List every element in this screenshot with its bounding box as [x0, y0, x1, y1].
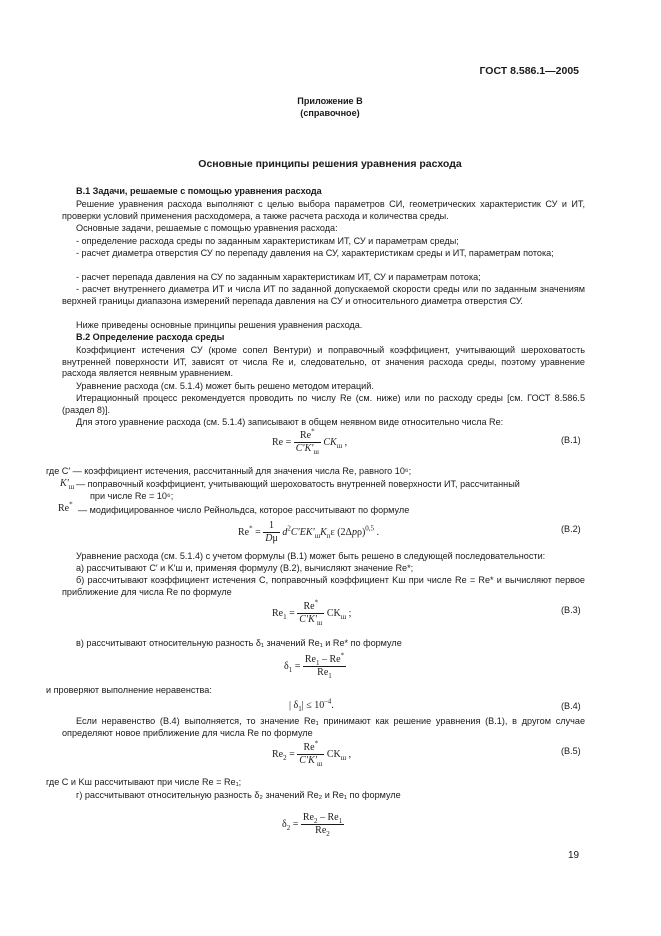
- equation-delta1: $\delta_1$ = $\frac{Re_1 - Re^*}{Re_1}$: [284, 651, 345, 680]
- list-item: - определение расхода среды по заданным характеристикам ИТ, СУ и параметрам среды;: [76, 236, 459, 246]
- list-item: - расчет диаметра отверстия СУ по перепаду давления на СУ, характеристикам среды и ИТ, параметрам потока;: [76, 248, 554, 258]
- page-number: 19: [568, 850, 580, 861]
- equation-number: (В.5): [561, 746, 581, 756]
- step-g: г) рассчитывают относительную разность δ₂ значений Re₂ и Re₁ по формуле: [76, 790, 401, 800]
- section-b2-paragraph-4: Для этого уравнение расхода (см. 5.1.4) записывают в общем неявном виде относительно числа Re:: [76, 417, 504, 427]
- equation-number: (В.2): [561, 524, 581, 534]
- doc-code-header: ГОСТ 8.586.1—2005: [479, 65, 579, 77]
- equation-number: (В.4): [561, 701, 581, 711]
- definition-k-prime: — поправочный коэффициент, учитывающий шероховатость внутренней поверхности ИТ, рассчитанный: [76, 479, 520, 489]
- section-b2-paragraph-3: Итерационный процесс рекомендуется проводить по числу Re (см. ниже) или по расходу среды [см. ГОСТ 8.586.5 (раздел 8)].: [62, 393, 585, 415]
- section-b1-paragraph-1: Решение уравнения расхода выполняют с целью выбора параметров СИ, геометрических характеристик СУ и ИТ, проверки условий применения расходомера, а также расчета расхода и количества среды.: [62, 199, 585, 221]
- equation-b4: | $\delta_1| \le 10^{-4}$.: [289, 697, 334, 713]
- equation-b5: $Re_2$ = $\frac{Re^*}{C'K'_ш}$ $CK_ш$ ,: [272, 739, 352, 768]
- main-title: Основные принципы решения уравнения расхода: [198, 158, 462, 170]
- definition-re-star: — модифицированное число Рейнольдса, которое рассчитывают по формуле: [78, 505, 410, 515]
- symbol-k-prime: $K'_ш$: [60, 478, 75, 491]
- step-a: а) рассчитывают C′ и K′ш и, применяя формулу (В.2), вычисляют значение Re*;: [76, 563, 414, 573]
- section-b1-paragraph-3: Ниже приведены основные принципы решения уравнения расхода.: [76, 320, 363, 330]
- equation-number: (В.1): [561, 435, 581, 445]
- step-b: б) рассчитывают коэффициент истечения С, поправочный коэффициент Kш при числе Re = Re* и вычисляют первое приближение для числа Re по формуле: [62, 575, 585, 597]
- section-b1-heading: В.1 Задачи, решаемые с помощью уравнения расхода: [76, 186, 322, 196]
- condition-paragraph: Если неравенство (В.4) выполняется, то значение Re₁ принимают как решение уравнения (В.1), в другом случае определяют новое приближение для числа Re по формуле: [62, 716, 585, 738]
- symbol-re-star: Re*: [58, 500, 73, 514]
- equation-delta2: $\delta_2$ = $\frac{Re_2 - Re_1}{Re_2}$: [282, 812, 343, 838]
- section-b1-paragraph-2: Основные задачи, решаемые с помощью уравнения расхода:: [76, 223, 338, 233]
- definition-k-prime-cont: при числе Re = 10⁶;: [90, 491, 174, 501]
- appendix-subtitle: (справочное): [300, 108, 360, 118]
- section-b2-heading: В.2 Определение расхода среды: [76, 332, 225, 342]
- list-item: - расчет перепада давления на СУ по заданным характеристикам ИТ, СУ и параметрам потока;: [76, 272, 481, 282]
- equation-b3: $Re_1$ = $\frac{Re^*}{C'K'_ш}$ $CK_ш$ ;: [272, 598, 352, 627]
- equation-b2: Re* = $\frac{1}{D\mu}$ $d^2C'EK'_шK_п\varepsilon$ $(2\Delta p\rho)^{0,5}$ .: [238, 520, 380, 544]
- definition-c-prime: где C′ — коэффициент истечения, рассчитанный для значения числа Re, равного 10⁶;: [46, 466, 412, 476]
- appendix-title: Приложение В: [297, 96, 363, 106]
- equation-number: (В.3): [561, 605, 581, 615]
- list-item: - расчет внутреннего диаметра ИТ и числа ИТ по заданной допускаемой скорости среды или по заданным значениям верхней границы диапазона измерений перепада давления на СУ и относительного диаметра отверстия СУ.: [62, 284, 585, 306]
- check-inequality-text: и проверяют выполнение неравенства:: [46, 685, 212, 695]
- section-b2-paragraph-5: Уравнение расхода (см. 5.1.4) с учетом формулы (В.1) может быть решено в следующей последовательности:: [76, 551, 546, 561]
- equation-b1: Re = $\frac{Re^*}{C'K'_ш}$ $CK_ш$ ,: [272, 427, 348, 456]
- section-b2-paragraph-2: Уравнение расхода (см. 5.1.4) может быть решено методом итераций.: [76, 381, 374, 391]
- step-v: в) рассчитывают относительную разность δ₁ значений Re₁ и Re* по формуле: [76, 638, 402, 648]
- definition-c-k: где С и Kш рассчитывают при числе Re = Re₁;: [46, 777, 242, 787]
- section-b2-paragraph-1: Коэффициент истечения СУ (кроме сопел Вентури) и поправочный коэффициент, учитывающий шероховатость внутренней поверхности ИТ, зависят от числа Re и, следовательно, от значения расхода среды, поэтому уравнение расхода является неявным уравнением.: [62, 345, 585, 378]
